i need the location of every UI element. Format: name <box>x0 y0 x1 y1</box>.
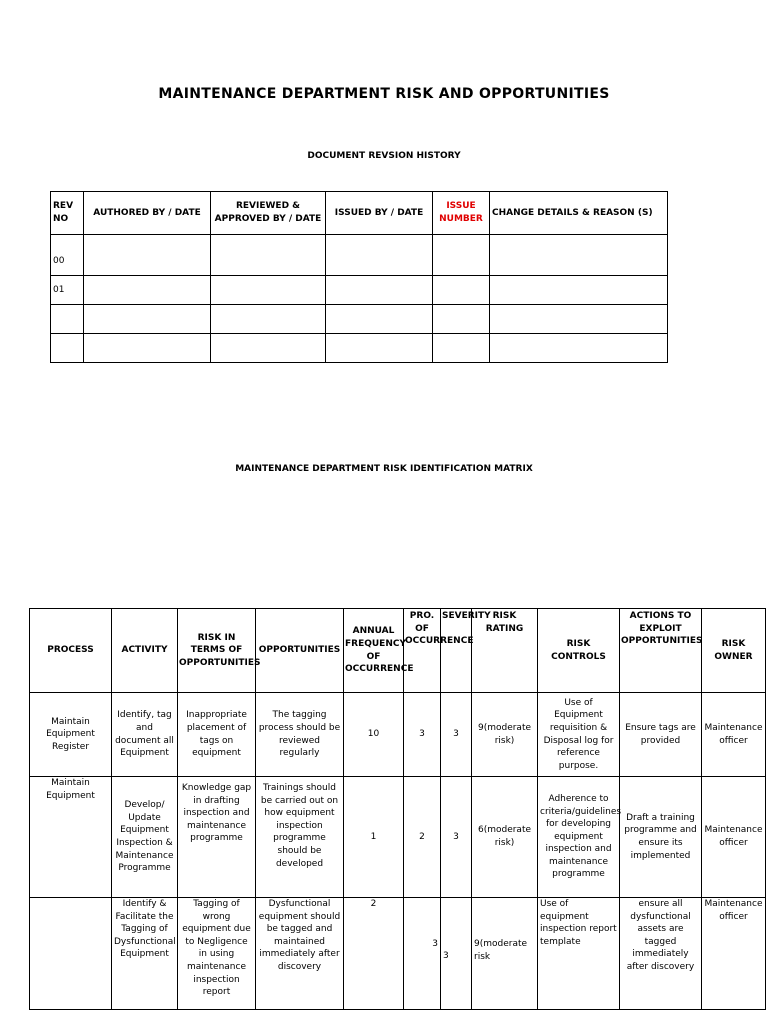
severity-cell: 3 <box>441 777 472 898</box>
matrix-row <box>30 693 766 777</box>
activity-cell: Identify & Facilitate the Tagging of Dysfunctional Equipment <box>112 898 178 1010</box>
rev-no-cell <box>51 305 84 334</box>
process-header: PROCESS <box>30 609 112 693</box>
matrix-header-row <box>30 609 766 693</box>
risk-identification-matrix <box>29 608 766 1010</box>
actions-cell: Ensure tags are provided <box>620 693 702 777</box>
reviewed-approved-header: REVIEWED & APPROVED BY / DATE <box>211 192 326 235</box>
revision-row <box>51 334 668 363</box>
frequency-cell: 10 <box>344 693 404 777</box>
reviewed-cell <box>211 334 326 363</box>
risk-rating-cell: 6(moderate risk) <box>472 777 538 898</box>
risk-header: RISK IN TERMS OF OPPORTUNITIES <box>178 609 256 693</box>
issue-number-header: ISSUE NUMBER <box>433 192 490 235</box>
issue-number-cell <box>433 235 490 276</box>
risk-rating-cell: 9(moderate risk <box>472 898 538 1010</box>
frequency-header: ANNUAL FREQUENCY OF OCCURRENCE <box>344 609 404 693</box>
revision-header-row <box>51 192 668 235</box>
risk-controls-header: RISK CONTROLS <box>538 609 620 693</box>
change-details-cell <box>490 334 668 363</box>
risk-cell: Knowledge gap in drafting inspection and maintenance programme <box>178 777 256 898</box>
matrix-row <box>30 898 766 1010</box>
risk-rating-cell: 9(moderate risk) <box>472 693 538 777</box>
probability-header: PRO. OF OCCURRENCE <box>404 609 441 693</box>
process-cell: Maintain Equipment <box>30 777 112 898</box>
probability-cell: 2 <box>404 777 441 898</box>
reviewed-cell <box>211 235 326 276</box>
risk-owner-cell: Maintenance officer <box>702 777 766 898</box>
activity-cell: Identify, tag and document all Equipment <box>112 693 178 777</box>
rev-no-cell <box>51 334 84 363</box>
opportunities-cell: Trainings should be carried out on how equipment inspection programme should be developed <box>256 777 344 898</box>
issued-by-header: ISSUED BY / DATE <box>326 192 433 235</box>
opportunities-cell: The tagging process should be reviewed regularly <box>256 693 344 777</box>
issued-cell <box>326 276 433 305</box>
document-title: MAINTENANCE DEPARTMENT RISK AND OPPORTUNITIES <box>158 86 610 102</box>
process-cell <box>30 898 112 1010</box>
reviewed-cell <box>211 276 326 305</box>
risk-controls-cell: Use of equipment inspection report template <box>538 898 620 1010</box>
risk-owner-header: RISK OWNER <box>702 609 766 693</box>
issued-cell <box>326 235 433 276</box>
frequency-cell: 2 <box>344 898 404 1010</box>
risk-matrix-heading: MAINTENANCE DEPARTMENT RISK IDENTIFICATION MATRIX <box>235 464 533 474</box>
actions-cell: Draft a training programme and ensure its implemented <box>620 777 702 898</box>
rev-no-header: REV NO <box>51 192 84 235</box>
activity-cell: Develop/ Update Equipment Inspection & Maintenance Programme <box>112 777 178 898</box>
probability-cell: 3 <box>404 693 441 777</box>
rev-no-cell: 01 <box>51 276 84 305</box>
change-details-cell <box>490 305 668 334</box>
actions-header: ACTIONS TO EXPLOIT OPPORTUNITIES <box>620 609 702 693</box>
risk-rating-header: RISK RATING <box>472 609 538 693</box>
revision-history-table <box>50 191 668 363</box>
authored-cell <box>84 276 211 305</box>
rev-no-cell: 00 <box>51 235 84 276</box>
activity-header: ACTIVITY <box>112 609 178 693</box>
revision-row <box>51 276 668 305</box>
authored-cell <box>84 334 211 363</box>
risk-controls-cell: Use of Equipment requisition & Disposal log for reference purpose. <box>538 693 620 777</box>
authored-cell <box>84 305 211 334</box>
actions-cell: ensure all dysfunctional assets are tagged immediately after discovery <box>620 898 702 1010</box>
reviewed-cell <box>211 305 326 334</box>
risk-cell: Tagging of wrong equipment due to Negligence in using maintenance inspection report <box>178 898 256 1010</box>
process-cell: Maintain Equipment Register <box>30 693 112 777</box>
severity-cell: 3 <box>441 693 472 777</box>
matrix-row <box>30 777 766 898</box>
authored-by-header: AUTHORED BY / DATE <box>84 192 211 235</box>
authored-cell <box>84 235 211 276</box>
opportunities-cell: Dysfunctional equipment should be tagged and maintained immediately after discovery <box>256 898 344 1010</box>
severity-cell: 3 <box>441 898 472 1010</box>
change-details-header: CHANGE DETAILS & REASON (S) <box>490 192 668 235</box>
change-details-cell <box>490 235 668 276</box>
risk-owner-cell: Maintenance officer <box>702 693 766 777</box>
issue-number-cell <box>433 305 490 334</box>
revision-row <box>51 235 668 276</box>
risk-cell: Inappropriate placement of tags on equipment <box>178 693 256 777</box>
risk-owner-cell: Maintenance officer <box>702 898 766 1010</box>
frequency-cell: 1 <box>344 777 404 898</box>
probability-cell: 3 <box>404 898 441 1010</box>
risk-controls-cell: Adherence to criteria/guidelines for developing equipment inspection and maintenance programme <box>538 777 620 898</box>
revision-row <box>51 305 668 334</box>
opportunities-header: OPPORTUNITIES <box>256 609 344 693</box>
issued-cell <box>326 334 433 363</box>
issued-cell <box>326 305 433 334</box>
revision-history-heading: DOCUMENT REVSION HISTORY <box>307 151 461 161</box>
change-details-cell <box>490 276 668 305</box>
issue-number-cell <box>433 334 490 363</box>
severity-header: SEVERITY <box>441 609 472 693</box>
issue-number-cell <box>433 276 490 305</box>
